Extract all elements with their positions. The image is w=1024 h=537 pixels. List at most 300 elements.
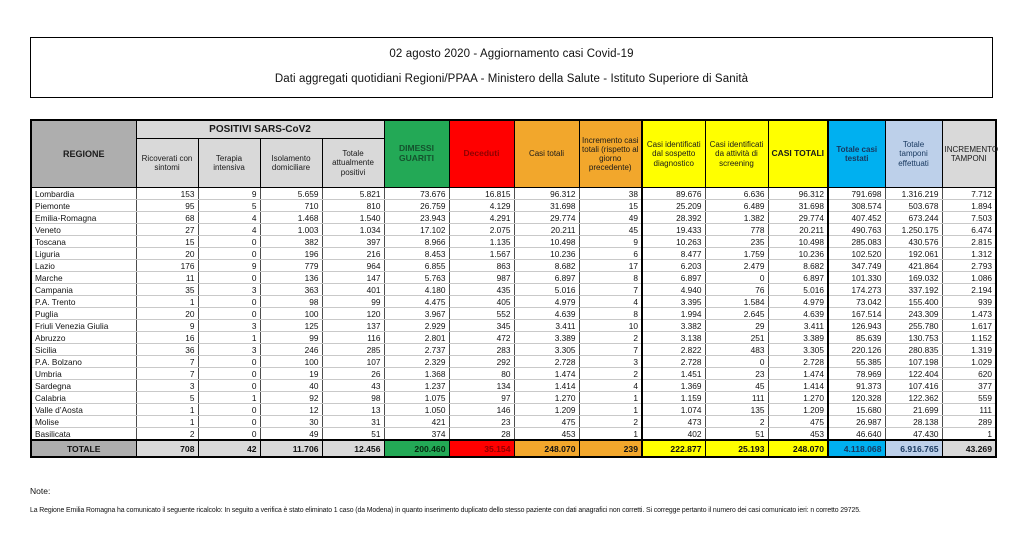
- data-cell: 1.468: [260, 212, 322, 224]
- data-cell: 146: [449, 404, 514, 416]
- table-row: [31, 428, 996, 441]
- data-cell: 15: [579, 200, 642, 212]
- data-cell: 1.473: [942, 308, 996, 320]
- data-cell: 1: [136, 416, 198, 428]
- region-name-cell: P.A. Trento: [31, 296, 136, 308]
- data-cell: 8: [579, 308, 642, 320]
- data-cell: 17.102: [384, 224, 449, 236]
- region-name-cell: Campania: [31, 284, 136, 296]
- covid-table: [30, 119, 997, 458]
- data-cell: 135: [705, 404, 768, 416]
- data-cell: 15.680: [828, 404, 885, 416]
- region-name-cell: Sicilia: [31, 344, 136, 356]
- data-cell: 45: [579, 224, 642, 236]
- data-cell: 4.639: [768, 308, 828, 320]
- data-cell: 1.237: [384, 380, 449, 392]
- data-cell: 4.475: [384, 296, 449, 308]
- data-cell: 68: [136, 212, 198, 224]
- data-cell: 251: [705, 332, 768, 344]
- data-cell: 1.250.175: [885, 224, 942, 236]
- data-cell: 49: [579, 212, 642, 224]
- data-cell: 2.929: [384, 320, 449, 332]
- data-cell: 1: [198, 392, 260, 404]
- data-cell: 1.135: [449, 236, 514, 248]
- total-data-cell: 42: [198, 440, 260, 457]
- data-cell: 246: [260, 344, 322, 356]
- col-subheader-0: Ricoverati con sintomi: [136, 139, 198, 188]
- data-cell: 1.369: [642, 380, 705, 392]
- data-cell: 3: [198, 320, 260, 332]
- data-cell: 1.270: [514, 392, 579, 404]
- data-cell: 169.032: [885, 272, 942, 284]
- data-cell: 12: [260, 404, 322, 416]
- data-cell: 1.152: [942, 332, 996, 344]
- total-data-cell: 248.070: [514, 440, 579, 457]
- region-name-cell: Molise: [31, 416, 136, 428]
- data-cell: 1.074: [642, 404, 705, 416]
- data-cell: 23.943: [384, 212, 449, 224]
- data-cell: 10.498: [514, 236, 579, 248]
- data-cell: 100: [260, 308, 322, 320]
- data-cell: 3: [579, 356, 642, 368]
- data-cell: 27: [136, 224, 198, 236]
- data-cell: 779: [260, 260, 322, 272]
- data-cell: 1: [198, 332, 260, 344]
- region-name-cell: Sardegna: [31, 380, 136, 392]
- data-cell: 134: [449, 380, 514, 392]
- data-cell: 8.966: [384, 236, 449, 248]
- data-cell: 10: [579, 320, 642, 332]
- data-cell: 0: [198, 236, 260, 248]
- data-cell: 5.659: [260, 188, 322, 200]
- data-cell: 285.083: [828, 236, 885, 248]
- data-cell: 1.034: [322, 224, 384, 236]
- col-header-casi-totali: Casi totali: [514, 120, 579, 188]
- data-cell: 98: [260, 296, 322, 308]
- table-row: [31, 284, 996, 296]
- data-cell: 220.126: [828, 344, 885, 356]
- table-row: [31, 380, 996, 392]
- data-cell: 0: [198, 296, 260, 308]
- col-subheader-1: Terapia intensiva: [198, 139, 260, 188]
- data-cell: 1.075: [384, 392, 449, 404]
- data-cell: 20: [136, 308, 198, 320]
- data-cell: 1.209: [768, 404, 828, 416]
- table-row: [31, 260, 996, 272]
- data-cell: 155.400: [885, 296, 942, 308]
- data-cell: 0: [705, 272, 768, 284]
- data-cell: 1.994: [642, 308, 705, 320]
- data-cell: 2.737: [384, 344, 449, 356]
- table-row: [31, 332, 996, 344]
- data-cell: 382: [260, 236, 322, 248]
- data-cell: 1: [579, 404, 642, 416]
- data-cell: 810: [322, 200, 384, 212]
- data-cell: 405: [449, 296, 514, 308]
- data-cell: 0: [705, 356, 768, 368]
- data-cell: 3.411: [514, 320, 579, 332]
- data-cell: 620: [942, 368, 996, 380]
- data-cell: 235: [705, 236, 768, 248]
- data-cell: 9: [198, 260, 260, 272]
- data-cell: 710: [260, 200, 322, 212]
- region-name-cell: Umbria: [31, 368, 136, 380]
- data-cell: 25.209: [642, 200, 705, 212]
- region-name-cell: Puglia: [31, 308, 136, 320]
- data-cell: 1.368: [384, 368, 449, 380]
- data-cell: 28.392: [642, 212, 705, 224]
- data-cell: 791.698: [828, 188, 885, 200]
- data-cell: 122.404: [885, 368, 942, 380]
- data-cell: 374: [384, 428, 449, 441]
- data-cell: 5: [198, 200, 260, 212]
- table-row: [31, 272, 996, 284]
- data-cell: 1.159: [642, 392, 705, 404]
- data-cell: 1.451: [642, 368, 705, 380]
- data-cell: 3.395: [642, 296, 705, 308]
- data-cell: 4: [198, 224, 260, 236]
- data-cell: 345: [449, 320, 514, 332]
- data-cell: 51: [322, 428, 384, 441]
- col-header-incremento-tamponi: INCREMENTO TAMPONI: [942, 120, 996, 188]
- data-cell: 126.943: [828, 320, 885, 332]
- data-cell: 1.086: [942, 272, 996, 284]
- total-data-cell: 708: [136, 440, 198, 457]
- data-cell: 1: [136, 296, 198, 308]
- data-cell: 2.075: [449, 224, 514, 236]
- data-cell: 1.474: [768, 368, 828, 380]
- region-name-cell: Piemonte: [31, 200, 136, 212]
- data-cell: 20.211: [768, 224, 828, 236]
- data-cell: 10.236: [514, 248, 579, 260]
- data-cell: 8.453: [384, 248, 449, 260]
- data-cell: 6.897: [768, 272, 828, 284]
- region-name-cell: Calabria: [31, 392, 136, 404]
- data-cell: 28.138: [885, 416, 942, 428]
- data-cell: 0: [198, 416, 260, 428]
- data-cell: 6.203: [642, 260, 705, 272]
- data-cell: 20.211: [514, 224, 579, 236]
- data-cell: 5.821: [322, 188, 384, 200]
- data-cell: 10.236: [768, 248, 828, 260]
- col-header-deceduti: Deceduti: [449, 120, 514, 188]
- data-cell: 96.312: [768, 188, 828, 200]
- data-cell: 0: [198, 308, 260, 320]
- data-cell: 10.498: [768, 236, 828, 248]
- table-row: [31, 344, 996, 356]
- data-cell: 46.640: [828, 428, 885, 441]
- data-cell: 102.520: [828, 248, 885, 260]
- table-row: [31, 200, 996, 212]
- data-cell: 8.477: [642, 248, 705, 260]
- data-cell: 0: [198, 428, 260, 441]
- data-cell: 10.263: [642, 236, 705, 248]
- data-cell: 1.759: [705, 248, 768, 260]
- data-cell: 1.003: [260, 224, 322, 236]
- table-row: [31, 224, 996, 236]
- data-cell: 1.584: [705, 296, 768, 308]
- data-cell: 55.385: [828, 356, 885, 368]
- region-name-cell: Lazio: [31, 260, 136, 272]
- col-header-casi-totali-2: CASI TOTALI: [768, 120, 828, 188]
- data-cell: 673.244: [885, 212, 942, 224]
- data-cell: 2.728: [642, 356, 705, 368]
- data-cell: 9: [136, 320, 198, 332]
- data-cell: 23: [449, 416, 514, 428]
- data-cell: 89.676: [642, 188, 705, 200]
- data-cell: 2.801: [384, 332, 449, 344]
- col-header-dimessi-guariti: DIMESSI GUARITI: [384, 120, 449, 188]
- data-cell: 45: [705, 380, 768, 392]
- data-cell: 96.312: [514, 188, 579, 200]
- data-cell: 2.793: [942, 260, 996, 272]
- data-cell: 397: [322, 236, 384, 248]
- data-cell: 101.330: [828, 272, 885, 284]
- data-cell: 2: [579, 416, 642, 428]
- data-cell: 0: [198, 272, 260, 284]
- data-cell: 1.316.219: [885, 188, 942, 200]
- data-cell: 4.940: [642, 284, 705, 296]
- data-cell: 1: [942, 428, 996, 441]
- data-cell: 28: [449, 428, 514, 441]
- data-cell: 49: [260, 428, 322, 441]
- data-cell: 1.567: [449, 248, 514, 260]
- data-cell: 35: [136, 284, 198, 296]
- footnote-label: Note:: [30, 486, 51, 496]
- data-cell: 363: [260, 284, 322, 296]
- data-cell: 120.328: [828, 392, 885, 404]
- total-data-cell: 4.118.068: [828, 440, 885, 457]
- table-row: [31, 356, 996, 368]
- data-cell: 19: [260, 368, 322, 380]
- data-cell: 11: [136, 272, 198, 284]
- data-cell: 280.835: [885, 344, 942, 356]
- data-cell: 1.050: [384, 404, 449, 416]
- data-cell: 347.749: [828, 260, 885, 272]
- table-row: [31, 416, 996, 428]
- data-cell: 1.270: [768, 392, 828, 404]
- data-cell: 7: [136, 356, 198, 368]
- data-cell: 337.192: [885, 284, 942, 296]
- data-cell: 30: [260, 416, 322, 428]
- data-cell: 2.728: [768, 356, 828, 368]
- data-cell: 26: [322, 368, 384, 380]
- data-cell: 16.815: [449, 188, 514, 200]
- region-name-cell: Liguria: [31, 248, 136, 260]
- data-cell: 36: [136, 344, 198, 356]
- data-cell: 6.489: [705, 200, 768, 212]
- data-cell: 107: [322, 356, 384, 368]
- data-cell: 196: [260, 248, 322, 260]
- data-cell: 1.209: [514, 404, 579, 416]
- data-cell: 964: [322, 260, 384, 272]
- total-data-cell: 222.877: [642, 440, 705, 457]
- data-cell: 40: [260, 380, 322, 392]
- table-row: [31, 236, 996, 248]
- col-header-incremento-casi: Incremento casi totali (rispetto al giorno precedente): [579, 120, 642, 188]
- data-cell: 29: [705, 320, 768, 332]
- data-cell: 1.894: [942, 200, 996, 212]
- data-cell: 490.763: [828, 224, 885, 236]
- data-cell: 15: [136, 236, 198, 248]
- data-cell: 3.411: [768, 320, 828, 332]
- data-cell: 1.414: [514, 380, 579, 392]
- table-row: [31, 368, 996, 380]
- data-cell: 3.305: [514, 344, 579, 356]
- data-cell: 107.416: [885, 380, 942, 392]
- region-name-cell: Lombardia: [31, 188, 136, 200]
- data-cell: 5.763: [384, 272, 449, 284]
- data-cell: 17: [579, 260, 642, 272]
- data-cell: 7: [579, 344, 642, 356]
- data-cell: 6.897: [642, 272, 705, 284]
- data-cell: 0: [198, 380, 260, 392]
- data-cell: 475: [514, 416, 579, 428]
- data-cell: 3: [136, 380, 198, 392]
- footnote: [30, 486, 995, 514]
- data-cell: 31.698: [514, 200, 579, 212]
- data-cell: 2.815: [942, 236, 996, 248]
- region-name-cell: P.A. Bolzano: [31, 356, 136, 368]
- data-cell: 5.016: [514, 284, 579, 296]
- total-data-cell: 11.706: [260, 440, 322, 457]
- data-cell: 503.678: [885, 200, 942, 212]
- column-header-regione: REGIONE: [31, 120, 136, 188]
- data-cell: 453: [514, 428, 579, 441]
- table-row: [31, 188, 996, 200]
- table-header: [31, 120, 999, 188]
- region-name-cell: Emilia-Romagna: [31, 212, 136, 224]
- data-cell: 4: [579, 380, 642, 392]
- data-cell: 21.699: [885, 404, 942, 416]
- data-cell: 174.273: [828, 284, 885, 296]
- data-cell: 7: [579, 284, 642, 296]
- data-cell: 216: [322, 248, 384, 260]
- col-header-casi-screening: Casi identificati da attività di screening: [705, 120, 768, 188]
- data-cell: 435: [449, 284, 514, 296]
- data-cell: 863: [449, 260, 514, 272]
- data-cell: 255.780: [885, 320, 942, 332]
- col-subheader-2: Isolamento domiciliare: [260, 139, 322, 188]
- data-cell: 3.389: [514, 332, 579, 344]
- total-data-cell: 25.193: [705, 440, 768, 457]
- region-name-cell: Toscana: [31, 236, 136, 248]
- col-header-totale-casi-testati: Totale casi testati: [828, 120, 885, 188]
- data-cell: 1: [579, 392, 642, 404]
- data-cell: 401: [322, 284, 384, 296]
- data-cell: 453: [768, 428, 828, 441]
- data-cell: 192.061: [885, 248, 942, 260]
- data-cell: 430.576: [885, 236, 942, 248]
- data-cell: 8: [579, 272, 642, 284]
- region-name-cell: Friuli Venezia Giulia: [31, 320, 136, 332]
- data-cell: 26.759: [384, 200, 449, 212]
- data-cell: 778: [705, 224, 768, 236]
- col-header-totale-tamponi: Totale tamponi effettuati: [885, 120, 942, 188]
- data-cell: 5: [136, 392, 198, 404]
- data-cell: 29.774: [768, 212, 828, 224]
- data-cell: 472: [449, 332, 514, 344]
- data-cell: 289: [942, 416, 996, 428]
- data-cell: 16: [136, 332, 198, 344]
- data-cell: 4.979: [514, 296, 579, 308]
- data-cell: 130.753: [885, 332, 942, 344]
- data-cell: 4.129: [449, 200, 514, 212]
- data-cell: 4: [579, 296, 642, 308]
- data-cell: 20: [136, 248, 198, 260]
- data-cell: 4.180: [384, 284, 449, 296]
- data-cell: 987: [449, 272, 514, 284]
- data-cell: 483: [705, 344, 768, 356]
- data-cell: 99: [260, 332, 322, 344]
- table-row: [31, 392, 996, 404]
- data-cell: 473: [642, 416, 705, 428]
- data-cell: 38: [579, 188, 642, 200]
- data-cell: 8.682: [768, 260, 828, 272]
- data-cell: 92: [260, 392, 322, 404]
- region-name-cell: Abruzzo: [31, 332, 136, 344]
- data-cell: 2: [579, 368, 642, 380]
- total-data-cell: 248.070: [768, 440, 828, 457]
- data-cell: 1.312: [942, 248, 996, 260]
- data-cell: 1.382: [705, 212, 768, 224]
- data-cell: 29.774: [514, 212, 579, 224]
- data-cell: 2.194: [942, 284, 996, 296]
- title-source-line: Dati aggregati quotidiani Regioni/PPAA - Ministero della Salute - Istituto Superiore di Sanità: [274, 73, 749, 85]
- data-cell: 2.329: [384, 356, 449, 368]
- data-cell: 100: [260, 356, 322, 368]
- data-cell: 99: [322, 296, 384, 308]
- data-cell: 6.636: [705, 188, 768, 200]
- data-cell: 0: [198, 404, 260, 416]
- data-cell: 7.712: [942, 188, 996, 200]
- data-cell: 2: [705, 416, 768, 428]
- data-cell: 137: [322, 320, 384, 332]
- data-cell: 292: [449, 356, 514, 368]
- data-cell: 6.474: [942, 224, 996, 236]
- data-cell: 43: [322, 380, 384, 392]
- data-cell: 402: [642, 428, 705, 441]
- data-cell: 176: [136, 260, 198, 272]
- data-cell: 31.698: [768, 200, 828, 212]
- total-data-cell: 200.460: [384, 440, 449, 457]
- total-data-cell: 12.456: [322, 440, 384, 457]
- data-cell: 3.305: [768, 344, 828, 356]
- data-cell: 47.430: [885, 428, 942, 441]
- data-cell: 5.016: [768, 284, 828, 296]
- data-cell: 80: [449, 368, 514, 380]
- data-cell: 3: [198, 344, 260, 356]
- data-cell: 51: [705, 428, 768, 441]
- data-cell: 1.540: [322, 212, 384, 224]
- data-cell: 116: [322, 332, 384, 344]
- data-cell: 31: [322, 416, 384, 428]
- data-cell: 0: [198, 356, 260, 368]
- data-cell: 95: [136, 200, 198, 212]
- data-cell: 6.855: [384, 260, 449, 272]
- data-cell: 939: [942, 296, 996, 308]
- data-cell: 19.433: [642, 224, 705, 236]
- data-cell: 377: [942, 380, 996, 392]
- col-header-casi-sospetto-diagnostico: Casi identificati dal sospetto diagnostico: [642, 120, 705, 188]
- data-cell: 111: [942, 404, 996, 416]
- data-cell: 407.452: [828, 212, 885, 224]
- region-name-cell: Marche: [31, 272, 136, 284]
- data-cell: 1.474: [514, 368, 579, 380]
- data-cell: 2.728: [514, 356, 579, 368]
- data-cell: 7.503: [942, 212, 996, 224]
- data-cell: 85.639: [828, 332, 885, 344]
